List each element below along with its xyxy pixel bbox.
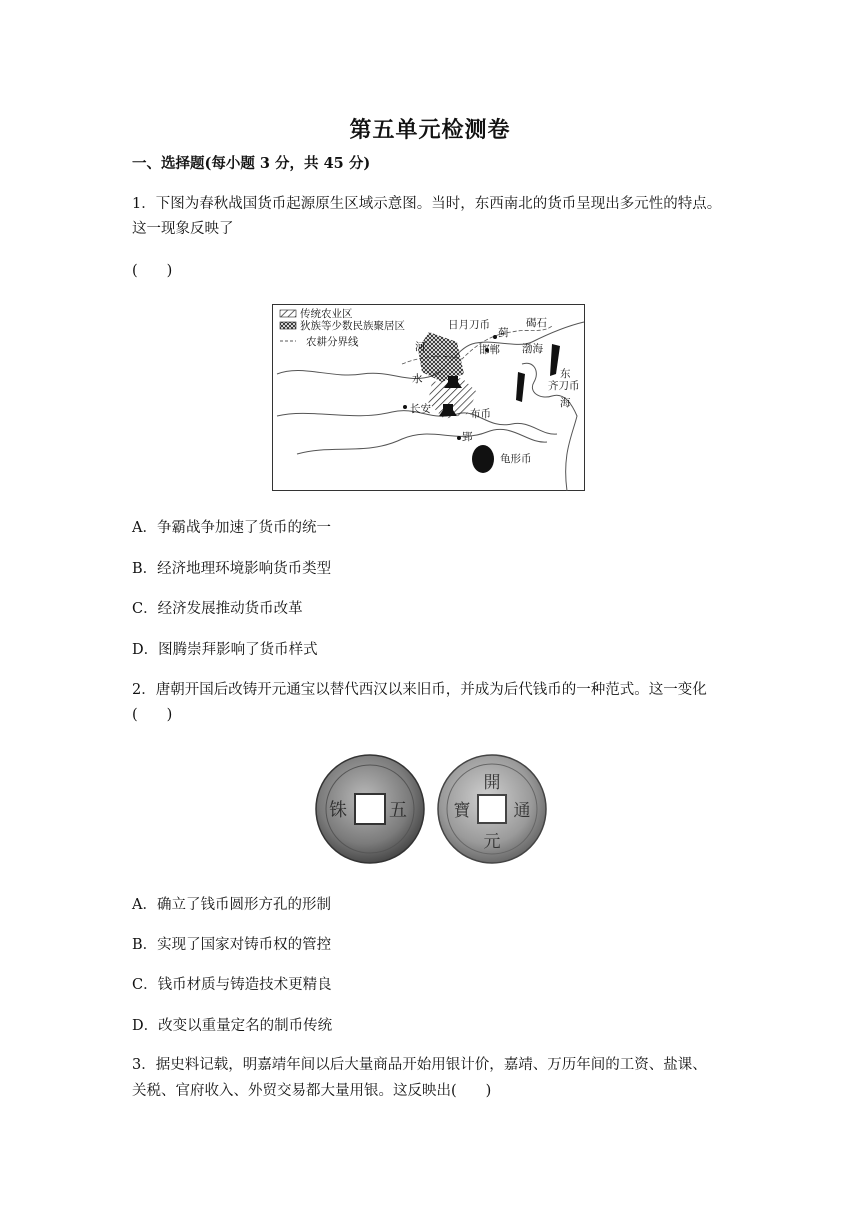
page-title: 第五单元检测卷 [349, 118, 511, 143]
question-1-line-2: 这一现象反映了 [132, 221, 234, 237]
coins-illustration [314, 752, 549, 867]
q1-option-a: A．争霸战争加速了货币的统一 [132, 520, 331, 536]
label-shui: 水 [412, 373, 423, 385]
turtle-coin-shape [472, 445, 494, 473]
ji-dot [493, 335, 497, 339]
legend-hatch-swatch [280, 310, 296, 317]
legend-cross-swatch [280, 322, 296, 329]
svg-text:五: 五 [389, 800, 407, 821]
question-1-line-1: 1．下图为春秋战国货币起源原生区域示意图。当时，东西南北的货币呈现出多元性的特点。 [132, 196, 722, 212]
q1-option-b: B．经济地理环境影响货币类型 [132, 561, 332, 577]
question-3-line-2: 关税、官府收入、外贸交易都大量用银。这反映出( ) [132, 1083, 492, 1099]
changan-dot [403, 405, 407, 409]
legend-agriculture: 传统农业区 [300, 308, 353, 320]
svg-text:寶: 寶 [453, 801, 471, 821]
label-handan: 邯郸 [479, 344, 500, 356]
q1-option-c: C．经济发展推动货币改革 [132, 601, 303, 617]
question-2-answer-paren: ( ) [132, 707, 173, 723]
q2-option-a: A．确立了钱币圆形方孔的形制 [132, 897, 331, 913]
section-heading: 一、选择题(每小题 3 分，共 45 分) [132, 155, 371, 172]
legend-minority: 狄族等少数民族聚居区 [300, 320, 405, 332]
svg-text:铢: 铢 [329, 800, 347, 821]
label-guixing: 龟形币 [500, 453, 532, 465]
kaiyuan-tongbao-coin [438, 755, 546, 863]
question-2-line-1: 2．唐朝开国后改铸开元通宝以替代西汉以来旧币，并成为后代钱币的一种范式。这一变化 [132, 682, 707, 698]
label-jieshi: 碣石 [526, 317, 547, 329]
label-changan: 长安 [410, 403, 431, 415]
label-ji: 蓟 [498, 327, 509, 339]
label-bubi: 布币 [470, 408, 491, 420]
label-hai: 海 [560, 397, 571, 409]
ying-dot [457, 436, 461, 440]
map-frame [273, 305, 585, 491]
q1-option-d: D．图腾崇拜影响了货币样式 [132, 642, 318, 658]
q2-option-c: C．钱币材质与铸造技术更精良 [132, 977, 332, 993]
svg-text:元: 元 [483, 832, 501, 852]
label-bohai: 渤海 [522, 343, 543, 355]
label-ying: 郢 [462, 431, 473, 443]
wuzhu-coin [316, 755, 424, 863]
label-dong: 东 [560, 368, 571, 380]
svg-text:開: 開 [483, 773, 501, 793]
svg-text:通: 通 [513, 801, 531, 821]
q2-option-b: B．实现了国家对铸币权的管控 [132, 937, 332, 953]
currency-origin-map [272, 304, 585, 491]
question-1-answer-paren: ( ) [132, 263, 173, 279]
question-3-line-1: 3．据史料记载，明嘉靖年间以后大量商品开始用银计价，嘉靖、万历年间的工资、盐课、 [132, 1057, 707, 1073]
q2-option-d: D．改变以重量定名的制币传统 [132, 1018, 333, 1034]
label-riyue: 日月刀币 [448, 319, 490, 331]
label-qidao: 齐刀币 [548, 380, 580, 392]
legend-boundary: 农耕分界线 [306, 336, 359, 348]
label-he: 河 [415, 341, 426, 353]
